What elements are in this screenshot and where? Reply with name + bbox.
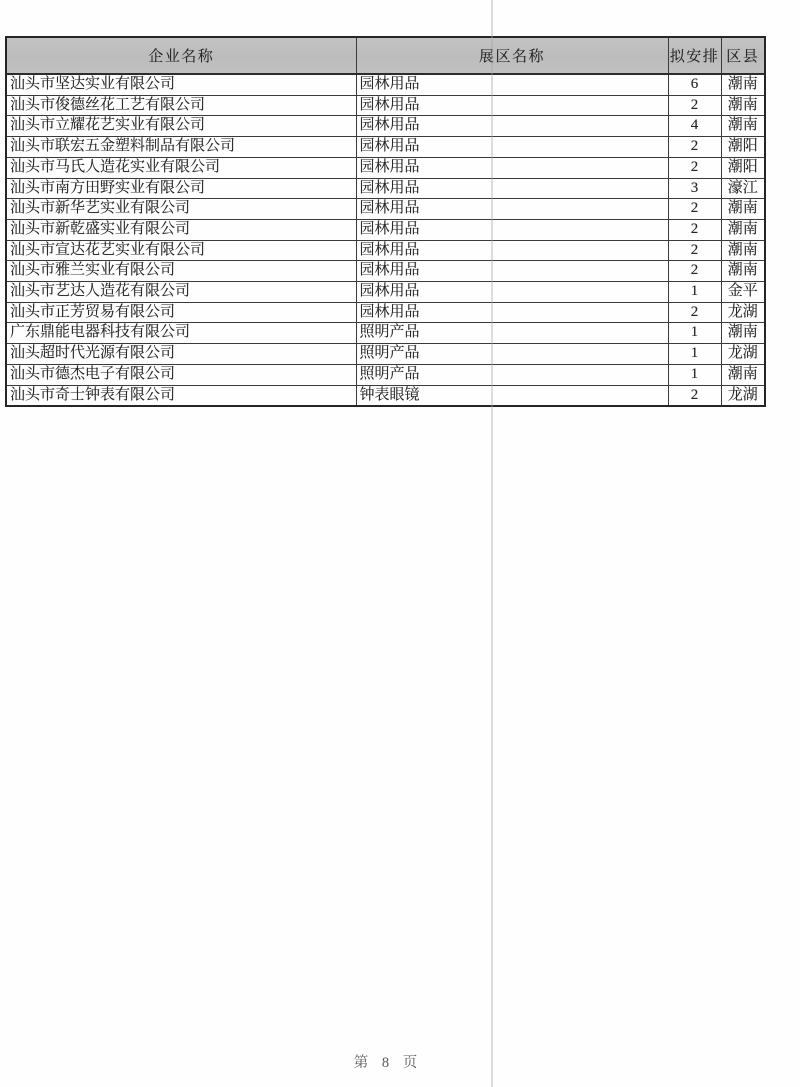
zone-name-cell: 照明产品 [356,344,668,365]
company-name-cell: 汕头超时代光源有限公司 [6,344,356,365]
district-cell: 潮南 [721,219,765,240]
planned-count-cell: 2 [668,302,721,323]
district-cell: 龙湖 [721,385,765,406]
district-cell: 潮南 [721,199,765,220]
district-cell: 潮南 [721,323,765,344]
zone-name-cell: 园林用品 [356,302,668,323]
table-row [6,302,765,323]
planned-count-cell: 2 [668,95,721,116]
zone-name-cell: 园林用品 [356,95,668,116]
planned-count-cell: 4 [668,116,721,137]
planned-count-cell: 6 [668,74,721,95]
district-cell: 潮南 [721,240,765,261]
zone-name-cell: 园林用品 [356,282,668,303]
company-name-cell: 汕头市立耀花艺实业有限公司 [6,116,356,137]
planned-count-cell: 1 [668,282,721,303]
table-row [6,157,765,178]
district-cell: 潮南 [721,116,765,137]
district-cell: 金平 [721,282,765,303]
district-cell: 潮南 [721,261,765,282]
company-name-cell: 汕头市德杰电子有限公司 [6,364,356,385]
zone-name-cell: 园林用品 [356,199,668,220]
planned-count-cell: 3 [668,178,721,199]
planned-count-cell: 1 [668,364,721,385]
company-name-cell: 汕头市宣达花艺实业有限公司 [6,240,356,261]
company-name-cell: 汕头市雅兰实业有限公司 [6,261,356,282]
table-row [6,240,765,261]
district-cell: 潮南 [721,95,765,116]
company-name-cell: 汕头市艺达人造花有限公司 [6,282,356,303]
header-district: 区县 [721,37,765,74]
district-cell: 潮阳 [721,137,765,158]
district-cell: 潮南 [721,364,765,385]
company-name-cell: 汕头市正芳贸易有限公司 [6,302,356,323]
zone-name-cell: 照明产品 [356,323,668,344]
header-planned-count: 拟安排 [668,37,721,74]
zone-name-cell: 园林用品 [356,261,668,282]
zone-name-cell: 园林用品 [356,178,668,199]
planned-count-cell: 2 [668,385,721,406]
table-row [6,385,765,406]
planned-count-cell: 2 [668,261,721,282]
company-name-cell: 汕头市联宏五金塑料制品有限公司 [6,137,356,158]
table-row [6,199,765,220]
zone-name-cell: 园林用品 [356,74,668,95]
company-name-cell: 汕头市奇士钟表有限公司 [6,385,356,406]
company-name-cell: 汕头市新华艺实业有限公司 [6,199,356,220]
zone-name-cell: 钟表眼镜 [356,385,668,406]
table-row [6,219,765,240]
zone-name-cell: 园林用品 [356,116,668,137]
company-name-cell: 广东鼎能电器科技有限公司 [6,323,356,344]
table-body [6,74,765,406]
page-number-footer: 第 8 页 [353,1055,423,1071]
company-exhibition-table [5,36,766,407]
table-row [6,95,765,116]
zone-name-cell: 园林用品 [356,219,668,240]
planned-count-cell: 2 [668,137,721,158]
table-row [6,178,765,199]
company-name-cell: 汕头市俊德丝花工艺有限公司 [6,95,356,116]
zone-name-cell: 园林用品 [356,157,668,178]
table-row [6,261,765,282]
company-name-cell: 汕头市马氏人造花实业有限公司 [6,157,356,178]
zone-name-cell: 照明产品 [356,364,668,385]
planned-count-cell: 2 [668,240,721,261]
planned-count-cell: 2 [668,157,721,178]
planned-count-cell: 2 [668,199,721,220]
table-row [6,282,765,303]
zone-name-cell: 园林用品 [356,240,668,261]
table-row [6,116,765,137]
table-row [6,74,765,95]
planned-count-cell: 1 [668,323,721,344]
table-header-row [6,37,765,74]
district-cell: 濠江 [721,178,765,199]
district-cell: 潮南 [721,74,765,95]
company-name-cell: 汕头市新乾盛实业有限公司 [6,219,356,240]
company-name-cell: 汕头市南方田野实业有限公司 [6,178,356,199]
table-row [6,344,765,365]
table-row [6,364,765,385]
header-company-name: 企业名称 [6,37,356,74]
company-name-cell: 汕头市坚达实业有限公司 [6,74,356,95]
zone-name-cell: 园林用品 [356,137,668,158]
planned-count-cell: 1 [668,344,721,365]
planned-count-cell: 2 [668,219,721,240]
table-row [6,137,765,158]
district-cell: 龙湖 [721,344,765,365]
district-cell: 龙湖 [721,302,765,323]
table-row [6,323,765,344]
header-zone-name: 展区名称 [356,37,668,74]
district-cell: 潮阳 [721,157,765,178]
table-header [6,37,765,74]
